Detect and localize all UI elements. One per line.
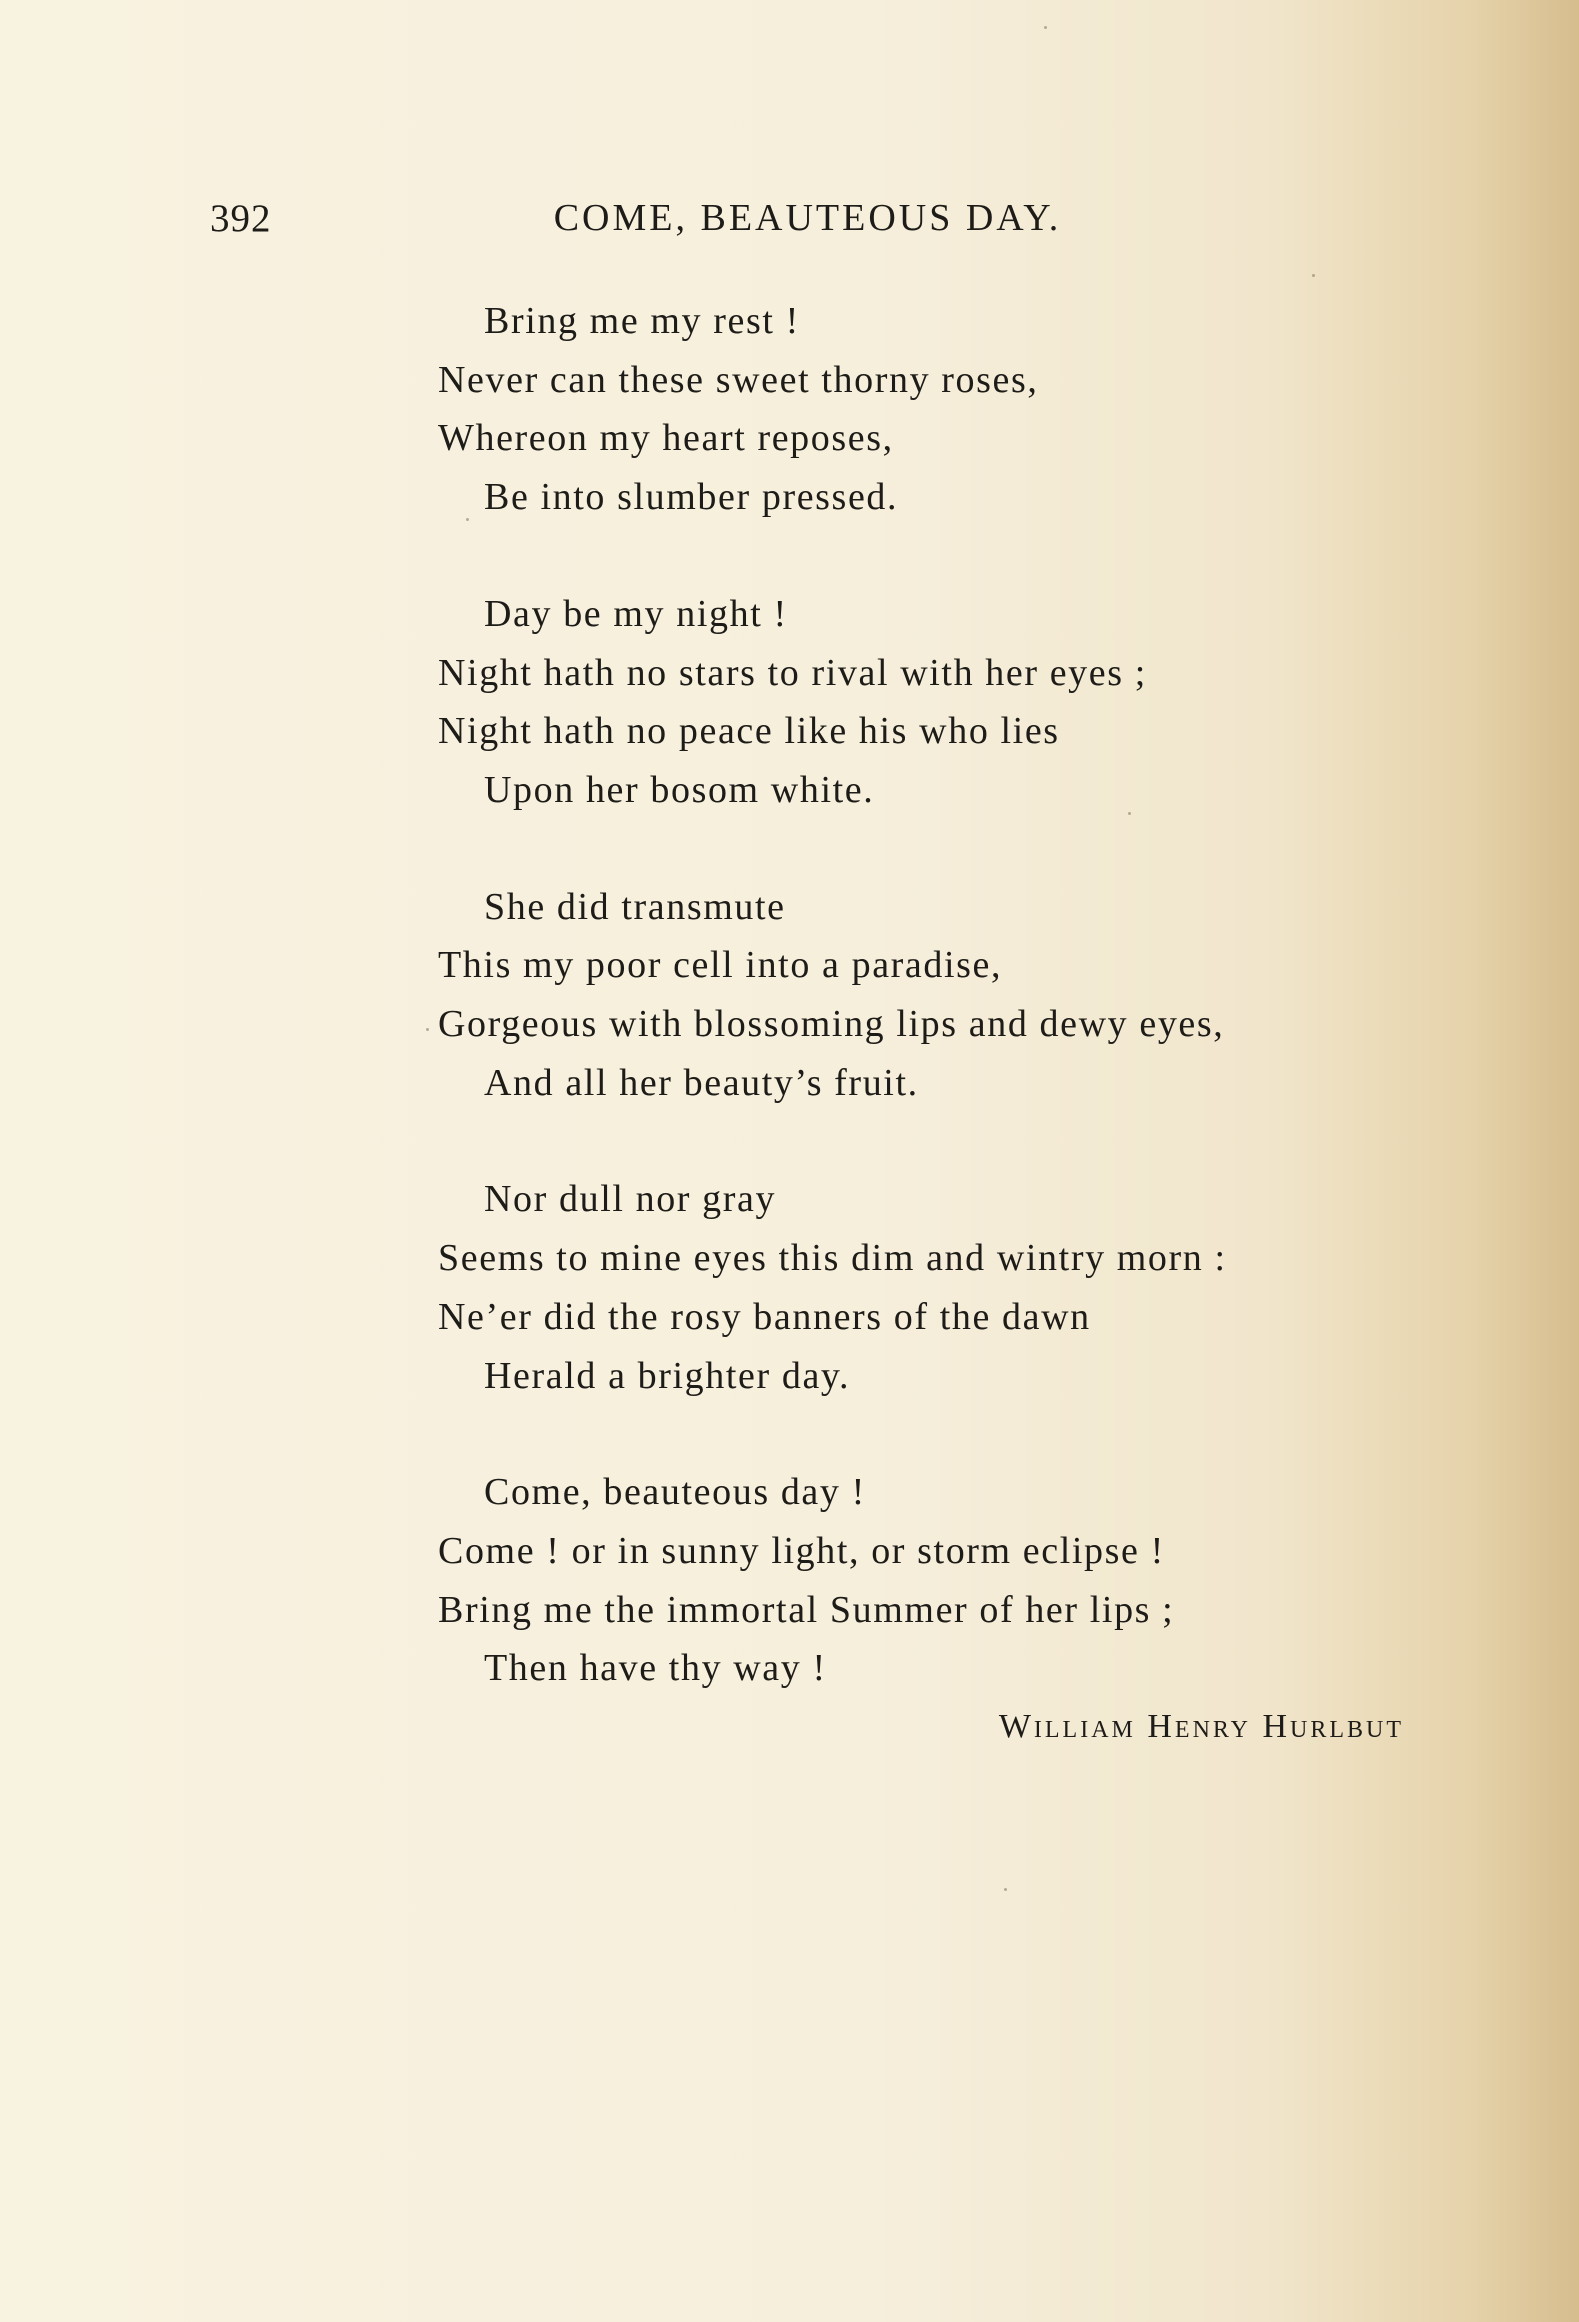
poem-line: Seems to mine eyes this dim and wintry morn : <box>438 1237 1227 1280</box>
poem-line: Be into slumber pressed. <box>484 476 899 519</box>
paper-speck <box>426 1028 429 1031</box>
poem-line: Whereon my heart reposes, <box>438 417 894 460</box>
poem-line: Upon her bosom white. <box>484 768 875 811</box>
paper-speck <box>1128 812 1131 815</box>
stanza <box>438 1463 1438 1698</box>
poem-line: Then have thy way ! <box>484 1647 827 1690</box>
paper-speck <box>466 518 469 521</box>
poem-line: Come, beauteous day ! <box>484 1471 866 1514</box>
poem-line: This my poor cell into a paradise, <box>438 944 1003 987</box>
stanza <box>438 878 1438 1113</box>
poem-line: Night hath no stars to rival with her eyes ; <box>438 651 1147 694</box>
poem <box>438 292 1438 1698</box>
stanza <box>438 1170 1438 1405</box>
poem-line: Herald a brighter day. <box>484 1354 851 1397</box>
stanza <box>438 585 1438 820</box>
paper-speck <box>1312 274 1315 277</box>
running-title: COME, BEAUTEOUS DAY. <box>553 197 1062 239</box>
poem-line: She did transmute <box>484 885 786 928</box>
paper-speck <box>1044 26 1047 29</box>
paper-speck <box>1004 1888 1007 1891</box>
page-number: 392 <box>210 197 272 240</box>
poem-line: Day be my night ! <box>484 592 788 635</box>
poem-line: Gorgeous with blossoming lips and dewy eyes, <box>438 1003 1225 1046</box>
poem-line: Nor dull nor gray <box>484 1178 777 1221</box>
author-attribution: William Henry Hurlbut <box>998 1708 1404 1745</box>
poem-line: Come ! or in sunny light, or storm eclipse ! <box>438 1529 1165 1572</box>
poem-line: Night hath no peace like his who lies <box>438 710 1060 753</box>
poem-line: And all her beauty’s fruit. <box>484 1061 919 1104</box>
poem-line: Ne’er did the rosy banners of the dawn <box>438 1295 1091 1338</box>
poem-line: Bring me my rest ! <box>484 300 800 342</box>
poem-line: Never can these sweet thorny roses, <box>438 358 1039 401</box>
stanza <box>438 292 1438 527</box>
poem-line: Bring me the immortal Summer of her lips ; <box>438 1588 1175 1631</box>
